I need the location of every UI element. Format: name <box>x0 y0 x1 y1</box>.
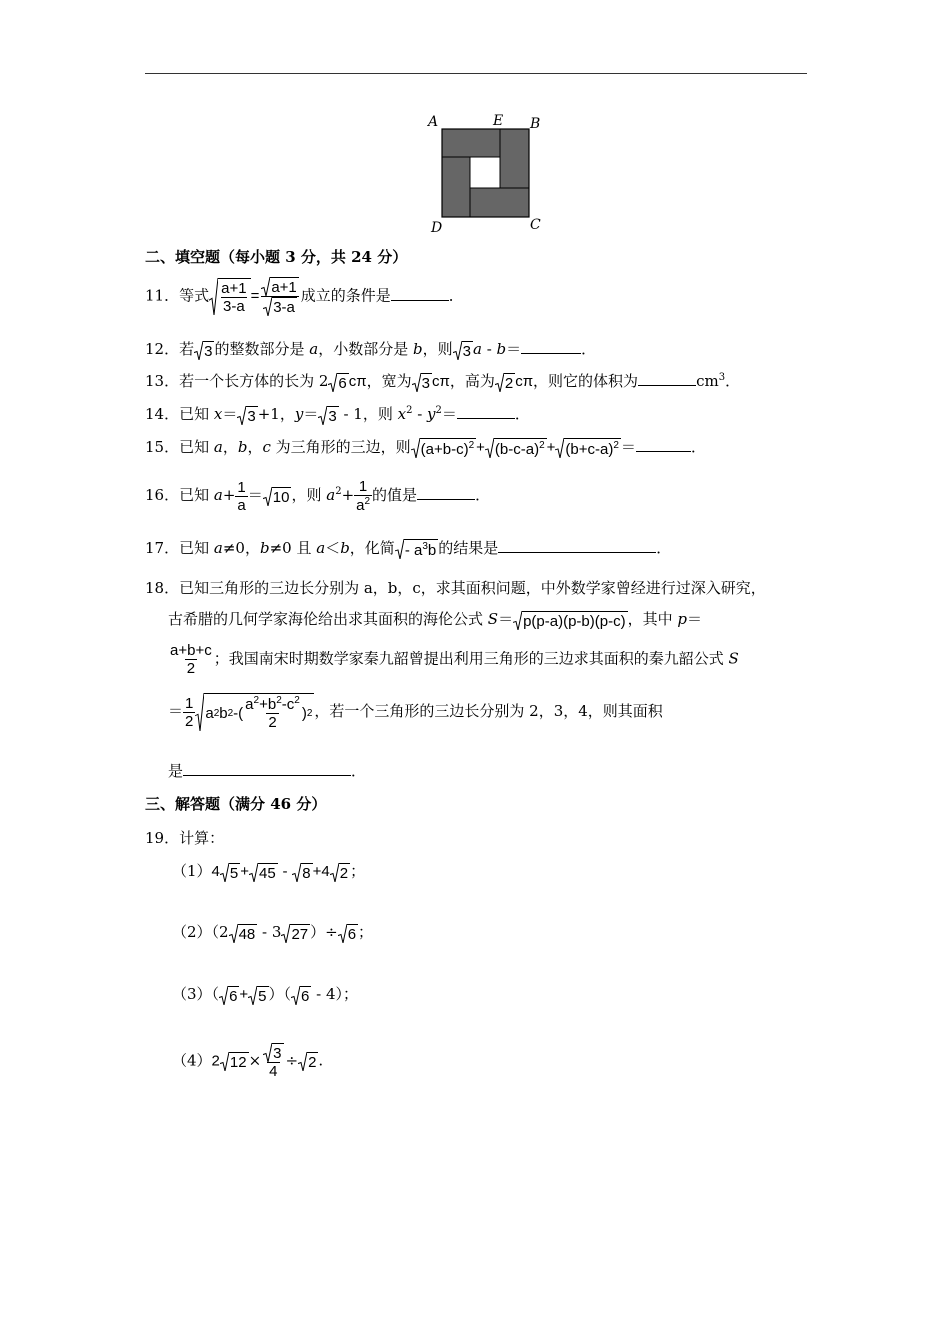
inner-hole <box>470 157 500 188</box>
question-15: 15．已知 a，b，c 为三角形的三边，则 $(a+b-c)^2$ + $(b-c-a)^2$ + $(b+c-a)^2$ ＝ ． <box>145 438 706 458</box>
square-figure <box>425 112 545 234</box>
answer-blank[interactable] <box>417 485 475 500</box>
section3-heading: 三、解答题（满分 46 分） <box>145 795 327 813</box>
answer-blank[interactable] <box>391 286 449 301</box>
label-c: C <box>530 217 541 233</box>
answer-blank[interactable] <box>457 404 515 419</box>
question-18-line5: 是 ． <box>168 762 367 780</box>
answer-blank[interactable] <box>183 761 351 776</box>
question-19: 19．计算： <box>145 829 225 847</box>
question-11: 11．等式 $\frac{a+1}{3-a}$ = $\frac{a+1}{3-a}$ 成立的条件是 ． <box>145 279 464 316</box>
question-12: 12．若 3 的整数部分是 a，小数部分是 b，则 3 a - b＝ ． <box>145 340 597 360</box>
question-18-line4: ＝ $\frac{1}{2}$ a 2 b 2 -( $a^2+b^2-c^2$ 2 ) 2 ，若一个三角形的三边长分别为 2，3，4，则其面积 <box>168 694 663 731</box>
label-d: D <box>431 220 443 234</box>
label-a: A <box>428 114 439 130</box>
section2-heading: 二、填空题（每小题 3 分，共 24 分） <box>145 248 408 266</box>
answer-blank[interactable] <box>498 538 656 553</box>
question-19-part4: （4）2 12 × $\frac{3}{4}$ ÷ 2 . <box>172 1045 324 1080</box>
question-18-line3: $\frac{a+b+c}{2}$ ；我国南宋时期数学家秦九韶曾提出利用三角形的三边求其面积的秦九韶公式 S <box>170 642 739 677</box>
question-19-part2: （2）（2 48 - 3 27 ）÷ 6 ； <box>172 923 374 943</box>
question-17: 17．已知 a≠0，b≠0 且 a＜b，化简 - $a^3b$ 的结果是 ． <box>145 539 672 559</box>
question-19-part1: （1）4 5 + 45 - 8 +4 2 ； <box>172 862 366 882</box>
question-14: 14．已知 x＝ 3 +1，y＝ 3 - 1，则 $x^2 - y^2=$ ． <box>145 405 530 425</box>
header-rule <box>145 73 807 74</box>
question-18-line2: 古希腊的几何学家海伦给出求其面积的海伦公式 S＝ p(p-a)(p-b)(p-c) ，其中 p＝ <box>168 610 702 630</box>
question-18-line1: 18．已知三角形的三边长分别为 a，b，c，求其面积问题，中外数学家曾经进行过深入研究， <box>145 579 766 597</box>
answer-blank[interactable] <box>636 437 691 452</box>
answer-blank[interactable] <box>638 371 696 386</box>
question-16: 16．已知 a+ $\frac{1}{a}$ ＝ 10 ，则 $a^2+$ $\frac{1}{a^2}$ 的值是 ． <box>145 478 491 514</box>
question-13: 13．若一个长方体的长为 2 6 cπ，宽为 3 cπ，高为 2 cπ，则它的体积为 $cm^3$． <box>145 372 741 392</box>
label-b: B <box>530 116 541 132</box>
answer-blank[interactable] <box>521 339 581 354</box>
label-e: E <box>493 113 504 129</box>
question-19-part3: （3）（ 6 + 5 ）（ 6 - 4）； <box>172 985 359 1005</box>
